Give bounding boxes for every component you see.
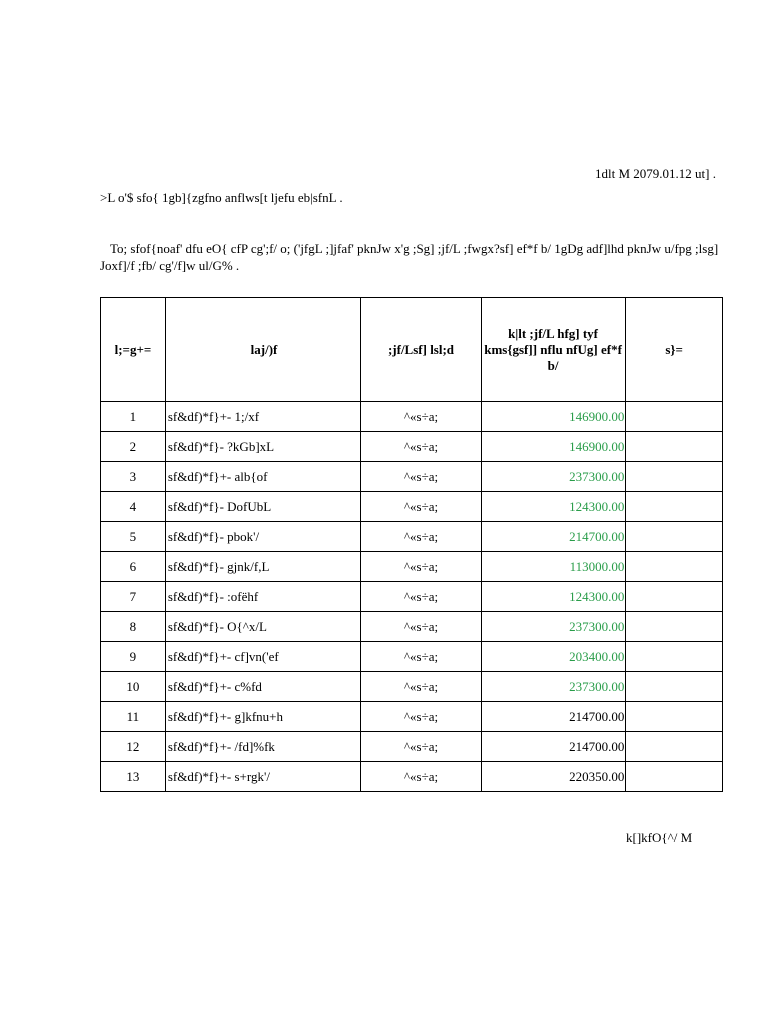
- cell-serial-number: 5: [101, 522, 166, 552]
- header-serial-number: l;=g+=: [101, 298, 166, 402]
- table-header-row: [101, 298, 723, 402]
- cell-serial-number: 7: [101, 582, 166, 612]
- cell-vehicle-type: ^«s÷a;: [361, 642, 482, 672]
- cell-description: sf&df)*f}+- alb{of: [165, 462, 360, 492]
- cell-remarks: [626, 702, 723, 732]
- cell-description: sf&df)*f}+- 1;/xf: [165, 402, 360, 432]
- table-row: [101, 732, 723, 762]
- rate-table: [100, 297, 723, 792]
- table-row: [101, 522, 723, 552]
- header-description: laj/)f: [165, 298, 360, 402]
- cell-serial-number: 10: [101, 672, 166, 702]
- cell-vehicle-type: ^«s÷a;: [361, 672, 482, 702]
- cell-remarks: [626, 732, 723, 762]
- cell-description: sf&df)*f}+- /fd]%fk: [165, 732, 360, 762]
- cell-vehicle-type: ^«s÷a;: [361, 462, 482, 492]
- cell-vehicle-type: ^«s÷a;: [361, 702, 482, 732]
- cell-vehicle-type: ^«s÷a;: [361, 612, 482, 642]
- cell-description: sf&df)*f}- pbok'/: [165, 522, 360, 552]
- cell-remarks: [626, 642, 723, 672]
- letter-date: 1dlt M 2079.01.12 ut] .: [595, 166, 716, 181]
- cell-vehicle-type: ^«s÷a;: [361, 762, 482, 792]
- cell-rate: 146900.00: [481, 432, 626, 462]
- cell-serial-number: 9: [101, 642, 166, 672]
- cell-remarks: [626, 402, 723, 432]
- cell-serial-number: 6: [101, 552, 166, 582]
- table-row: [101, 492, 723, 522]
- cell-description: sf&df)*f}+- c%fd: [165, 672, 360, 702]
- cell-description: sf&df)*f}- ?kGb]xL: [165, 432, 360, 462]
- cell-rate: 214700.00: [481, 732, 626, 762]
- table-row: [101, 702, 723, 732]
- cell-remarks: [626, 762, 723, 792]
- cell-vehicle-type: ^«s÷a;: [361, 402, 482, 432]
- letter-subject: >L o'$ sfo{ 1gb]{zgfno anflws[t ljefu eb|sfnL .: [100, 190, 343, 205]
- cell-serial-number: 3: [101, 462, 166, 492]
- cell-rate: 124300.00: [481, 582, 626, 612]
- cell-description: sf&df)*f}- gjnk/f,L: [165, 552, 360, 582]
- cell-description: sf&df)*f}+- s+rgk'/: [165, 762, 360, 792]
- table-row: [101, 762, 723, 792]
- cell-rate: 203400.00: [481, 642, 626, 672]
- table-row: [101, 402, 723, 432]
- table-row: [101, 462, 723, 492]
- table-row: [101, 642, 723, 672]
- cell-rate: 214700.00: [481, 702, 626, 732]
- cell-description: sf&df)*f}+- cf]vn('ef: [165, 642, 360, 672]
- cell-remarks: [626, 462, 723, 492]
- header-remarks: s}=: [626, 298, 723, 402]
- cell-serial-number: 13: [101, 762, 166, 792]
- cell-rate: 113000.00: [481, 552, 626, 582]
- cell-vehicle-type: ^«s÷a;: [361, 432, 482, 462]
- cell-remarks: [626, 492, 723, 522]
- cell-description: sf&df)*f}- O{^x/L: [165, 612, 360, 642]
- header-vehicle-type: ;jf/Lsf] lsl;d: [361, 298, 482, 402]
- cell-serial-number: 12: [101, 732, 166, 762]
- table-row: [101, 612, 723, 642]
- cell-serial-number: 11: [101, 702, 166, 732]
- table-row: [101, 432, 723, 462]
- cell-serial-number: 8: [101, 612, 166, 642]
- cell-description: sf&df)*f}- :ofëhf: [165, 582, 360, 612]
- cell-vehicle-type: ^«s÷a;: [361, 522, 482, 552]
- table-row: [101, 552, 723, 582]
- cell-rate: 237300.00: [481, 612, 626, 642]
- letter-body: To; sfof{noaf' dfu eO{ cfP cg';f/ o; ('jfgL ;]jfaf' pknJw x'g ;Sg] ;jf/L ;fwgx?sf] ef*f b/ 1gDg adf]lhd pknJw u/fpg ;lsg] Joxf]/f ;fb/ cg'/f]w ul/G% .: [100, 241, 719, 273]
- cell-rate: 237300.00: [481, 672, 626, 702]
- cell-remarks: [626, 612, 723, 642]
- cell-remarks: [626, 432, 723, 462]
- cell-remarks: [626, 552, 723, 582]
- cell-vehicle-type: ^«s÷a;: [361, 732, 482, 762]
- cell-serial-number: 1: [101, 402, 166, 432]
- signature-label: k[]kfO{^/ M: [626, 830, 693, 845]
- cell-rate: 237300.00: [481, 462, 626, 492]
- cell-description: sf&df)*f}+- g]kfnu+h: [165, 702, 360, 732]
- cell-rate: 146900.00: [481, 402, 626, 432]
- cell-vehicle-type: ^«s÷a;: [361, 492, 482, 522]
- cell-rate: 214700.00: [481, 522, 626, 552]
- cell-vehicle-type: ^«s÷a;: [361, 582, 482, 612]
- cell-serial-number: 2: [101, 432, 166, 462]
- table-row: [101, 582, 723, 612]
- cell-serial-number: 4: [101, 492, 166, 522]
- header-rate: k|lt ;jf/L hfg] tyf kms{gsf]] nflu nfUg] ef*f b/: [481, 298, 626, 402]
- cell-rate: 124300.00: [481, 492, 626, 522]
- cell-rate: 220350.00: [481, 762, 626, 792]
- cell-description: sf&df)*f}- DofUbL: [165, 492, 360, 522]
- cell-remarks: [626, 672, 723, 702]
- table-row: [101, 672, 723, 702]
- cell-vehicle-type: ^«s÷a;: [361, 552, 482, 582]
- cell-remarks: [626, 522, 723, 552]
- cell-remarks: [626, 582, 723, 612]
